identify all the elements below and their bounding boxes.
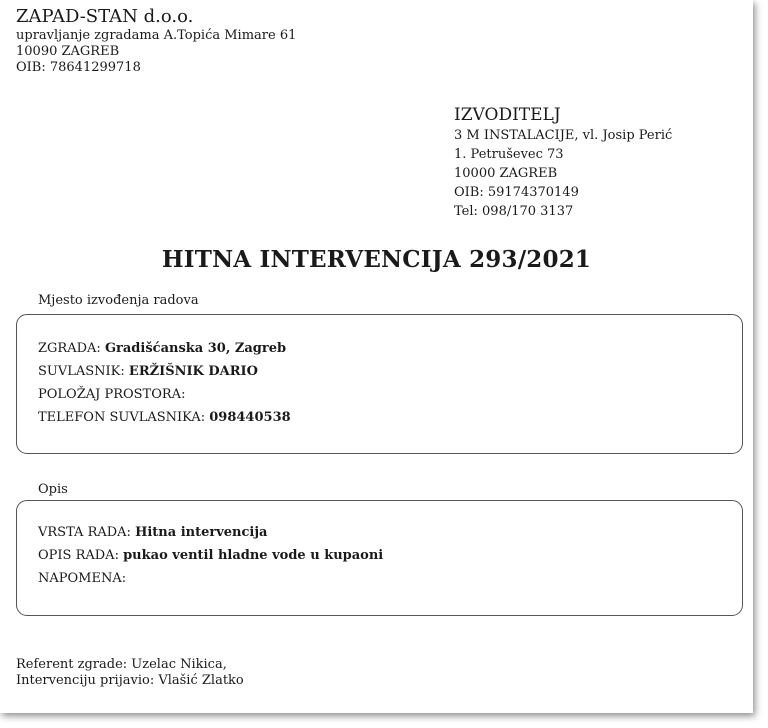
- building-referent: Referent zgrade: Uzelac Nikica,: [16, 657, 227, 672]
- location-box: [16, 314, 743, 454]
- company-header: [16, 6, 296, 76]
- work-description-label: OPIS RADA:: [38, 548, 119, 563]
- contractor-street: 1. Petruševec 73: [454, 147, 564, 162]
- company-oib: OIB: 78641299718: [16, 60, 141, 75]
- owner-phone-row: [38, 406, 291, 429]
- document-title: HITNA INTERVENCIJA 293/2021: [161, 246, 592, 273]
- location-section-label: Mjesto izvođenja radova: [38, 293, 199, 308]
- description-rows: [38, 521, 383, 590]
- contractor-city: 10000 ZAGREB: [454, 166, 558, 181]
- note-label: NAPOMENA:: [38, 571, 127, 586]
- description-section-label: Opis: [38, 482, 68, 497]
- owner-row: [38, 360, 291, 383]
- owner-label: SUVLASNIK:: [38, 364, 125, 379]
- company-city: 10090 ZAGREB: [16, 44, 120, 59]
- location-rows: [38, 337, 291, 429]
- company-description: upravljanje zgradama A.Topića Mimare 61: [16, 28, 297, 43]
- contractor-block: [454, 104, 672, 221]
- building-value: Gradišćanska 30, Zagreb: [104, 341, 287, 356]
- building-label: ZGRADA:: [38, 341, 101, 356]
- owner-value: ERŽIŠNIK DARIO: [128, 364, 258, 379]
- building-row: [38, 337, 291, 360]
- contractor-name: 3 M INSTALACIJE, vl. Josip Perić: [454, 128, 673, 143]
- document-footer: [16, 657, 244, 689]
- work-description-row: [38, 544, 383, 567]
- note-row: [38, 567, 383, 590]
- contractor-phone: Tel: 098/170 3137: [454, 204, 574, 219]
- position-label: POLOŽAJ PROSTORA:: [38, 387, 186, 402]
- company-name: ZAPAD-STAN d.o.o.: [16, 6, 194, 27]
- owner-phone-label: TELEFON SUVLASNIKA:: [38, 410, 206, 425]
- work-type-row: [38, 521, 383, 544]
- position-row: [38, 383, 291, 406]
- work-description-value: pukao ventil hladne vode u kupaoni: [123, 548, 384, 563]
- description-box: [16, 500, 743, 616]
- contractor-oib: OIB: 59174370149: [454, 185, 579, 200]
- work-type-label: VRSTA RADA:: [38, 525, 131, 540]
- contractor-title: IZVODITELJ: [454, 105, 561, 125]
- work-type-value: Hitna intervencija: [135, 525, 268, 540]
- reported-by: Intervenciju prijavio: Vlašić Zlatko: [16, 673, 244, 688]
- owner-phone-value: 098440538: [209, 410, 291, 425]
